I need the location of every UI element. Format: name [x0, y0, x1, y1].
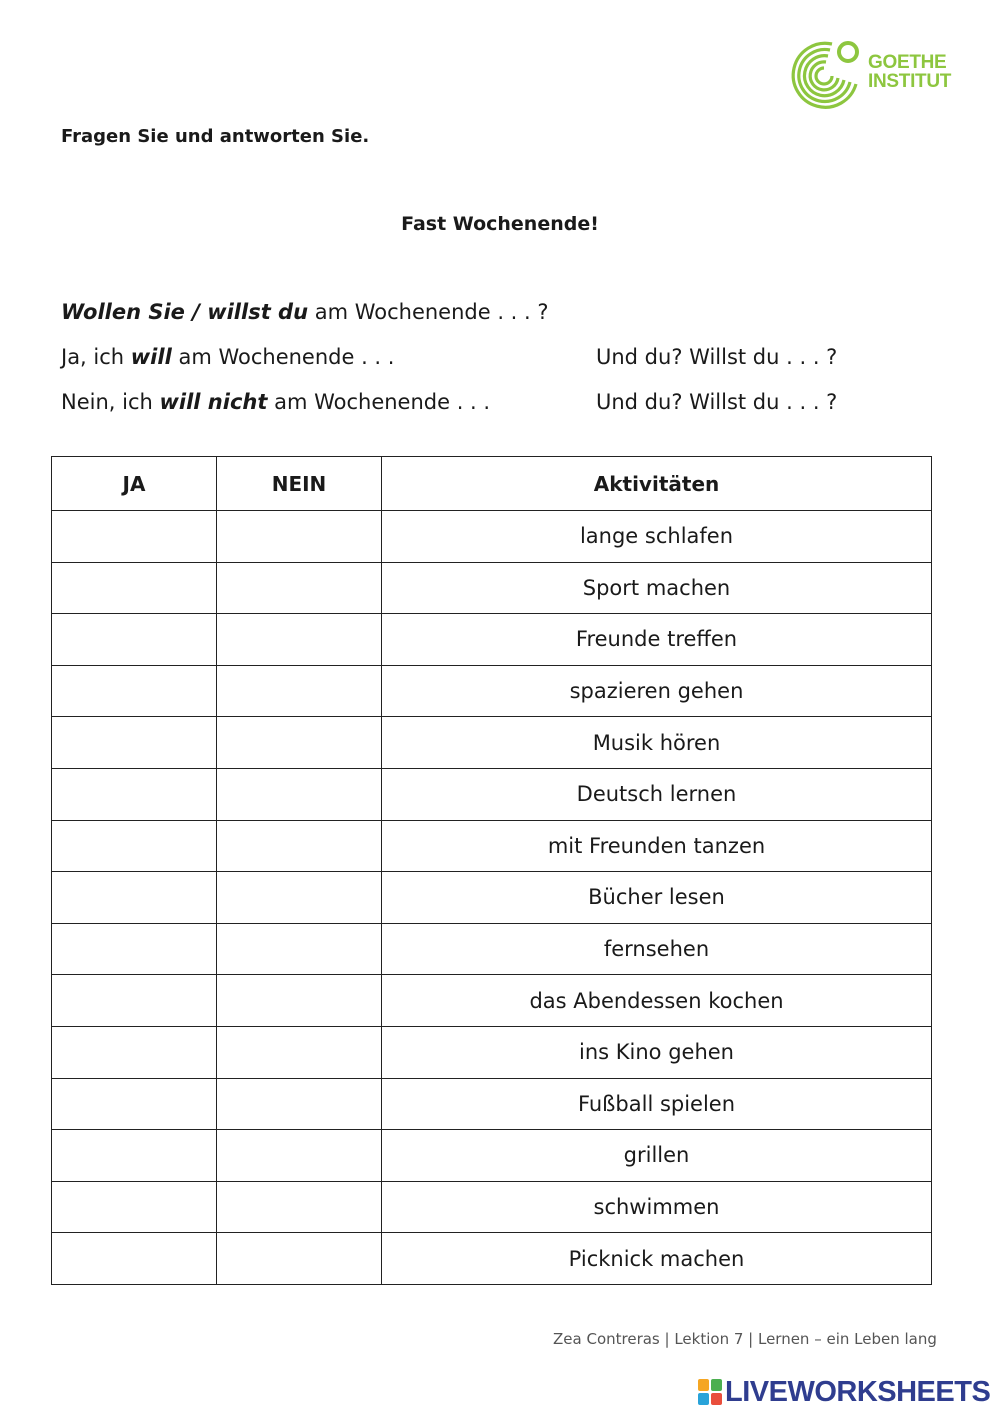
table-row	[52, 975, 932, 1027]
table-row	[52, 872, 932, 924]
table-row	[52, 1130, 932, 1182]
nein-cell[interactable]	[217, 614, 382, 666]
ja-cell[interactable]	[52, 768, 217, 820]
yes-prefix: Ja, ich	[61, 345, 131, 369]
no-answer-line	[61, 390, 490, 414]
activity-cell: mit Freunden tanzen	[382, 820, 932, 872]
activity-cell: Sport machen	[382, 562, 932, 614]
nein-cell[interactable]	[217, 717, 382, 769]
ja-cell[interactable]	[52, 1130, 217, 1182]
nein-cell[interactable]	[217, 872, 382, 924]
activity-cell: grillen	[382, 1130, 932, 1182]
follow-up-question-2: Und du? Willst du . . . ?	[596, 390, 838, 414]
yes-bold: will	[130, 345, 172, 369]
table-row	[52, 1078, 932, 1130]
nein-cell[interactable]	[217, 511, 382, 563]
header-ja: JA	[52, 457, 217, 511]
ja-cell[interactable]	[52, 511, 217, 563]
liveworksheets-watermark	[698, 1377, 998, 1409]
table-row	[52, 1026, 932, 1078]
follow-up-question-1: Und du? Willst du . . . ?	[596, 345, 838, 369]
activity-cell: Deutsch lernen	[382, 768, 932, 820]
logo-line-2: INSTITUT	[868, 71, 952, 92]
header-aktivitaeten: Aktivitäten	[382, 457, 932, 511]
no-rest: am Wochenende . . .	[267, 390, 491, 414]
table-row	[52, 1181, 932, 1233]
ja-cell[interactable]	[52, 665, 217, 717]
nein-cell[interactable]	[217, 1026, 382, 1078]
nein-cell[interactable]	[217, 768, 382, 820]
footer-credit: Zea Contreras | Lektion 7 | Lernen – ein Leben lang	[553, 1330, 937, 1348]
table-row	[52, 1233, 932, 1285]
ja-cell[interactable]	[52, 1078, 217, 1130]
ja-cell[interactable]	[52, 562, 217, 614]
table-row	[52, 665, 932, 717]
table-row	[52, 768, 932, 820]
activity-cell: Picknick machen	[382, 1233, 932, 1285]
activity-cell: ins Kino gehen	[382, 1026, 932, 1078]
logo-line-1: GOETHE	[868, 52, 947, 73]
nein-cell[interactable]	[217, 923, 382, 975]
table-row	[52, 562, 932, 614]
question-line	[61, 300, 549, 324]
activity-cell: schwimmen	[382, 1181, 932, 1233]
activity-cell: das Abendessen kochen	[382, 975, 932, 1027]
activity-cell: Freunde treffen	[382, 614, 932, 666]
goethe-institut-logo	[786, 36, 956, 116]
ja-cell[interactable]	[52, 1026, 217, 1078]
logo-wordmark	[868, 53, 951, 91]
liveworksheets-logo-icon	[698, 1379, 722, 1405]
question-bold: Wollen Sie / willst du	[61, 300, 309, 324]
nein-cell[interactable]	[217, 562, 382, 614]
nein-cell[interactable]	[217, 975, 382, 1027]
yes-rest: am Wochenende . . .	[171, 345, 395, 369]
ja-cell[interactable]	[52, 1181, 217, 1233]
yes-answer-line	[61, 345, 394, 369]
question-rest: am Wochenende . . . ?	[308, 300, 549, 324]
nein-cell[interactable]	[217, 665, 382, 717]
no-bold: will nicht	[159, 390, 268, 414]
activity-cell: spazieren gehen	[382, 665, 932, 717]
activities-table	[51, 456, 932, 1285]
instruction-heading: Fragen Sie und antworten Sie.	[61, 126, 370, 147]
nein-cell[interactable]	[217, 820, 382, 872]
table-header-row	[52, 457, 932, 511]
ja-cell[interactable]	[52, 614, 217, 666]
table-row	[52, 614, 932, 666]
table-row	[52, 511, 932, 563]
activity-cell: fernsehen	[382, 923, 932, 975]
ja-cell[interactable]	[52, 872, 217, 924]
nein-cell[interactable]	[217, 1078, 382, 1130]
activity-cell: Fußball spielen	[382, 1078, 932, 1130]
nein-cell[interactable]	[217, 1181, 382, 1233]
header-nein: NEIN	[217, 457, 382, 511]
activity-cell: Bücher lesen	[382, 872, 932, 924]
goethe-logo-icon	[786, 36, 866, 116]
ja-cell[interactable]	[52, 717, 217, 769]
nein-cell[interactable]	[217, 1130, 382, 1182]
liveworksheets-text: LIVEWORKSHEETS	[725, 1376, 991, 1408]
activity-cell: lange schlafen	[382, 511, 932, 563]
page-title: Fast Wochenende!	[401, 213, 599, 235]
activity-cell: Musik hören	[382, 717, 932, 769]
table-row	[52, 717, 932, 769]
ja-cell[interactable]	[52, 820, 217, 872]
table-row	[52, 923, 932, 975]
no-prefix: Nein, ich	[61, 390, 160, 414]
ja-cell[interactable]	[52, 1233, 217, 1285]
nein-cell[interactable]	[217, 1233, 382, 1285]
table-row	[52, 820, 932, 872]
ja-cell[interactable]	[52, 923, 217, 975]
ja-cell[interactable]	[52, 975, 217, 1027]
